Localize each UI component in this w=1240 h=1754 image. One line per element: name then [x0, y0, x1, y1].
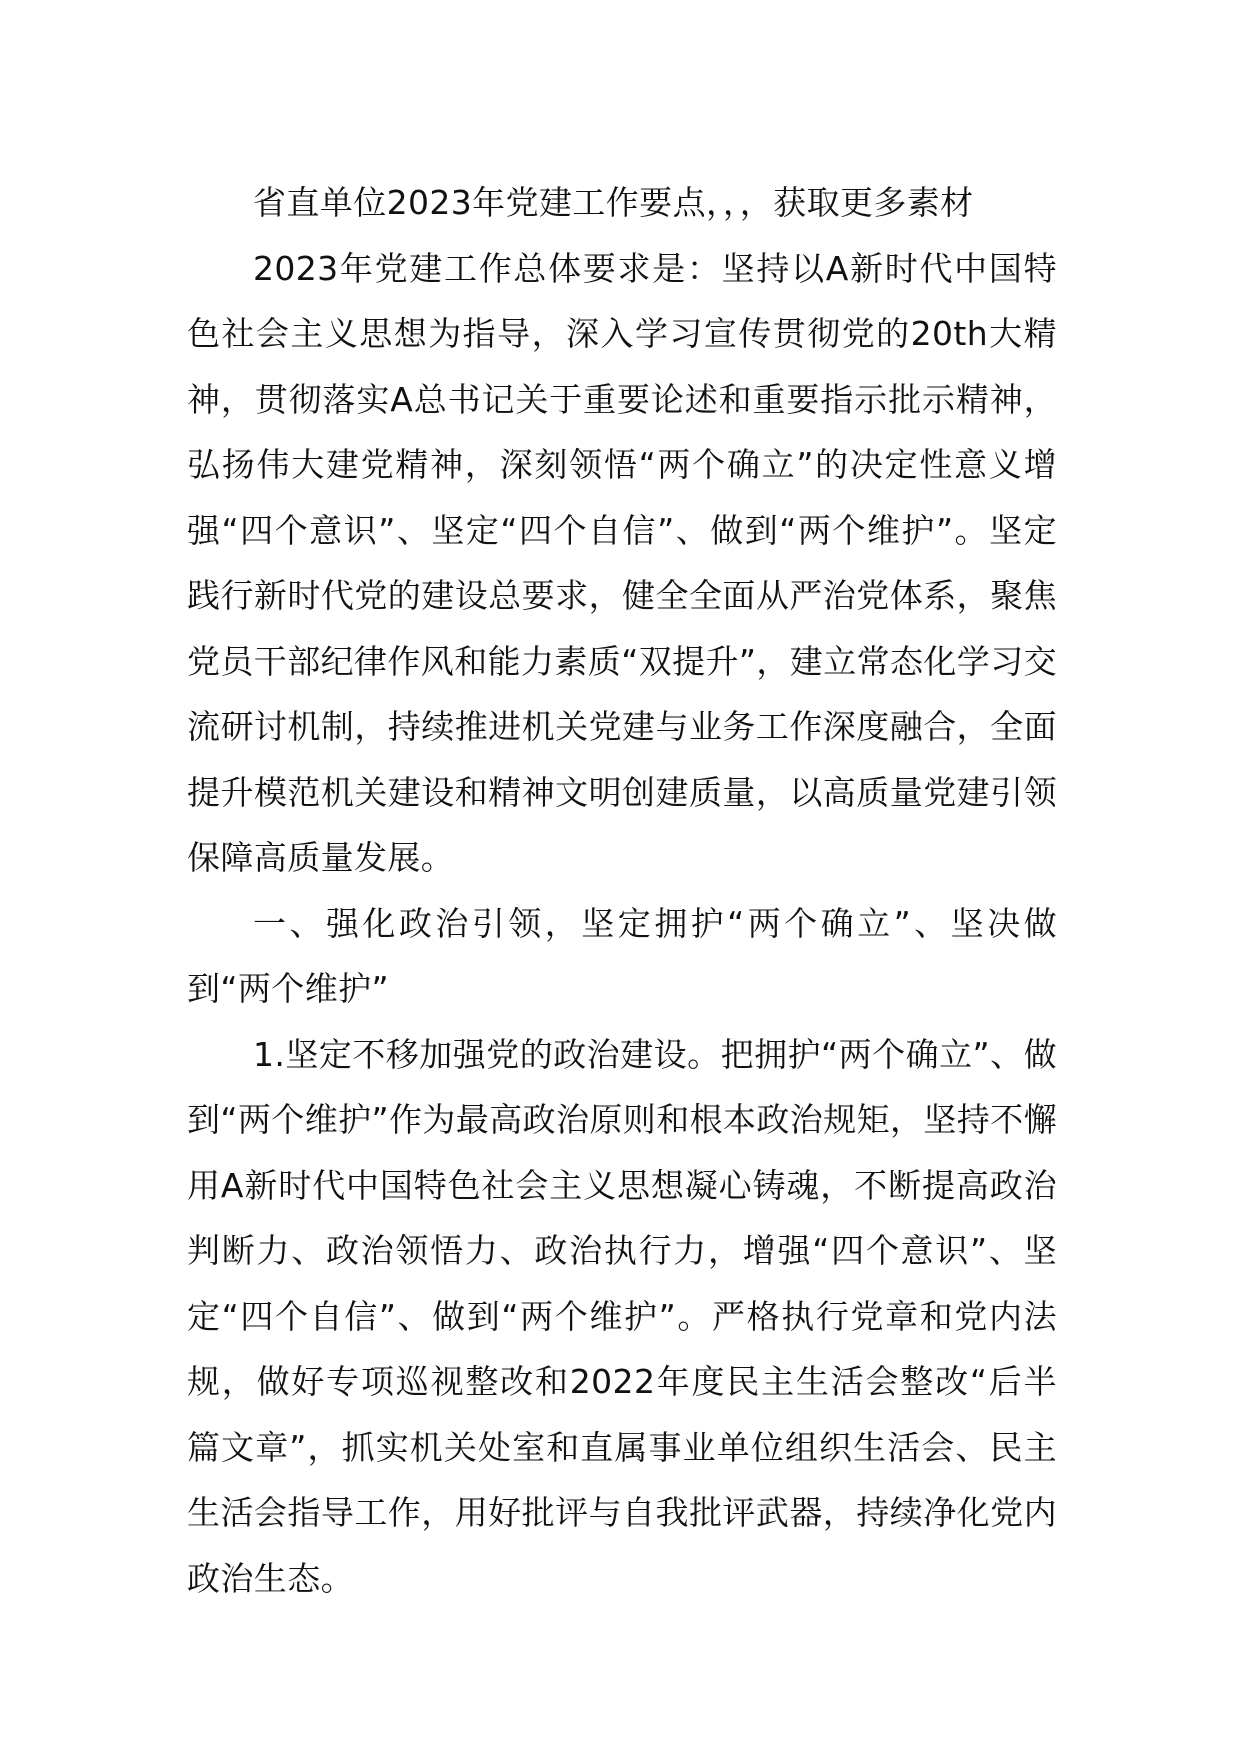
paragraph-item-1: 1.坚定不移加强党的政治建设。把拥护“两个确立”、做到“两个维护”作为最高政治原则和根本政治规矩，坚持不懈用A新时代中国特色社会主义思想凝心铸魂，不断提高政治判断力、政治领悟力、政治执行力，增强“四个意识”、坚定“四个自信”、做到“两个维护”。严格执行党章和党内法规，做好专项巡视整改和2022年度民主生活会整改“后半篇文章”，抓实机关处室和直属事业单位组织生活会、民主生活会指导工作，用好批评与自我批评武器，持续净化党内政治生态。 — [187, 1034, 1057, 1598]
paragraph-general-requirements: 2023年党建工作总体要求是：坚持以A新时代中国特色社会主义思想为指导，深入学习宣传贯彻党的20th大精神，贯彻落实A总书记关于重要论述和重要指示批示精神，弘扬伟大建党精神，深刻领悟“两个确立”的决定性意义增强“四个意识”、坚定“四个自信”、做到“两个维护”。坚定践行新时代党的建设总要求，健全全面从严治党体系，聚焦党员干部纪律作风和能力素质“双提升”，建立常态化学习交流研讨机制，持续推进机关党建与业务工作深度融合，全面提升模范机关建设和精神文明创建质量，以高质量党建引领保障高质量发展。 — [187, 248, 1057, 877]
section-heading-1: 一、强化政治引领，坚定拥护“两个确立”、坚决做到“两个维护” — [187, 903, 1057, 1008]
document-title: 省直单位2023年党建工作要点，，，获取更多素材 — [253, 183, 974, 222]
document-body — [187, 170, 1057, 1611]
